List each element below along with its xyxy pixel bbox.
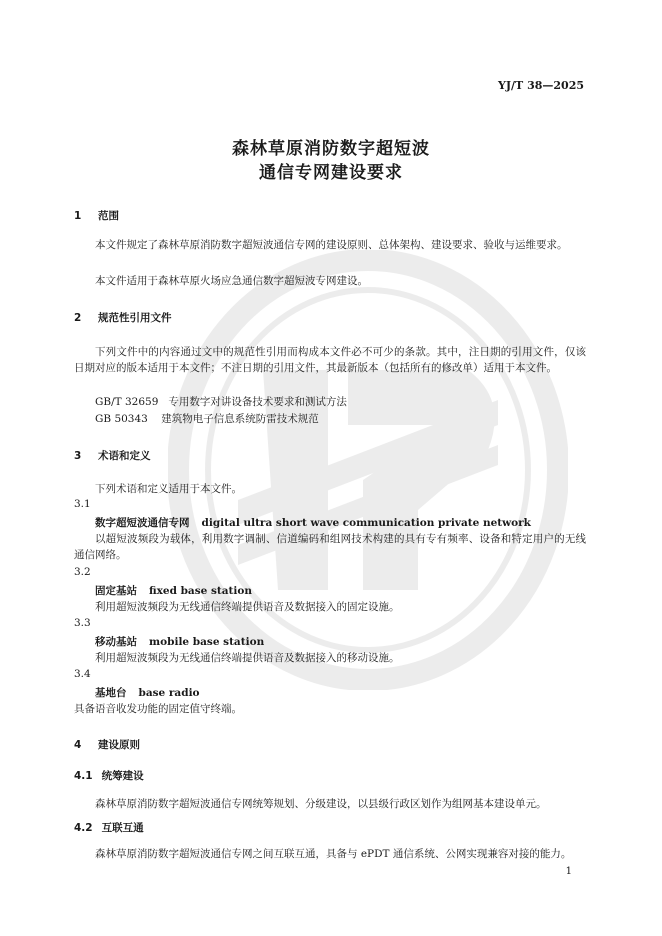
section-1-paragraph-1: 本文件规定了森林草原消防数字超短波通信专网的建设原则、总体架构、建设要求、验收与运维要求。 (95, 239, 568, 251)
section-title: 规范性引用文件 (98, 312, 172, 324)
term-definition: 具备语音收发功能的固定值守终端。 (74, 703, 242, 715)
term-definition: 利用超短波频段为无线通信终端提供语音及数据接入的固定设施。 (95, 601, 400, 613)
term-definition: 以超短波频段为载体，利用数字调制、信道编码和组网技术构建的具有专有频率、设备和特定用户的无线通信网络。 (74, 533, 586, 561)
section-4-heading (74, 737, 140, 752)
section-title: 术语和定义 (98, 450, 151, 462)
reference-item (95, 394, 347, 409)
reference-code: GB 50343 (95, 413, 148, 425)
section-1-paragraph-2: 本文件适用于森林草原火场应急通信数字超短波专网建设。 (95, 275, 368, 287)
term-number: 3.2 (74, 566, 91, 578)
term-english: digital ultra short wave communication private network (201, 517, 531, 529)
term-heading (95, 583, 252, 598)
term-heading (95, 685, 200, 700)
subsection-4-1-heading (74, 768, 144, 783)
stamp-watermark-icon (168, 250, 568, 690)
document-title-line1: 森林草原消防数字超短波 (232, 139, 430, 159)
document-title-line2: 通信专网建设要求 (259, 163, 403, 183)
section-title: 范围 (98, 210, 119, 222)
term-number: 3.3 (74, 617, 91, 629)
term-chinese: 数字超短波通信专网 (95, 517, 190, 529)
section-number: 1 (74, 210, 82, 222)
term-chinese: 基地台 (95, 687, 127, 699)
page-number: 1 (565, 866, 572, 877)
section-3-heading (74, 448, 151, 463)
term-definition: 利用超短波频段为无线通信终端提供语音及数据接入的移动设施。 (95, 652, 400, 664)
term-chinese: 固定基站 (95, 585, 137, 597)
subsection-4-1-text: 森林草原消防数字超短波通信专网统筹规划、分级建设，以县级行政区划作为组网基本建设单元。 (95, 798, 547, 810)
section-number: 2 (74, 312, 82, 324)
section-number: 3 (74, 450, 82, 462)
term-heading (95, 634, 264, 649)
reference-title: 专用数字对讲设备技术要求和测试方法 (168, 396, 347, 408)
subsection-4-2-heading (74, 820, 144, 835)
term-heading (95, 515, 531, 530)
section-1-heading (74, 208, 119, 223)
section-number: 4 (74, 739, 82, 751)
term-chinese: 移动基站 (95, 636, 137, 648)
reference-item (95, 411, 319, 426)
reference-title: 建筑物电子信息系统防雷技术规范 (161, 413, 319, 425)
term-english: mobile base station (149, 636, 265, 648)
standard-number: YJ/T 38—2025 (497, 79, 584, 92)
subsection-title: 统筹建设 (101, 770, 144, 782)
section-2-heading (74, 310, 172, 325)
term-english: fixed base station (149, 585, 253, 597)
term-number: 3.4 (74, 668, 91, 680)
subsection-number: 4.2 (74, 822, 93, 834)
reference-code: GB/T 32659 (95, 396, 159, 408)
section-2-paragraph-1: 下列文件中的内容通过文中的规范性引用而构成本文件必不可少的条款。其中，注日期的引用文件，仅该日期对应的版本适用于本文件；不注日期的引用文件，其最新版本（包括所有的修改单）适用于本文件。 (74, 346, 586, 374)
section-3-intro: 下列术语和定义适用于本文件。 (95, 483, 242, 495)
subsection-number: 4.1 (74, 770, 93, 782)
subsection-title: 互联互通 (101, 822, 144, 834)
section-title: 建设原则 (98, 739, 140, 751)
subsection-4-2-text: 森林草原消防数字超短波通信专网之间互联互通，具备与 ePDT 通信系统、公网实现兼容对接的能力。 (95, 848, 572, 860)
term-english: base radio (138, 687, 200, 699)
term-number: 3.1 (74, 498, 91, 510)
